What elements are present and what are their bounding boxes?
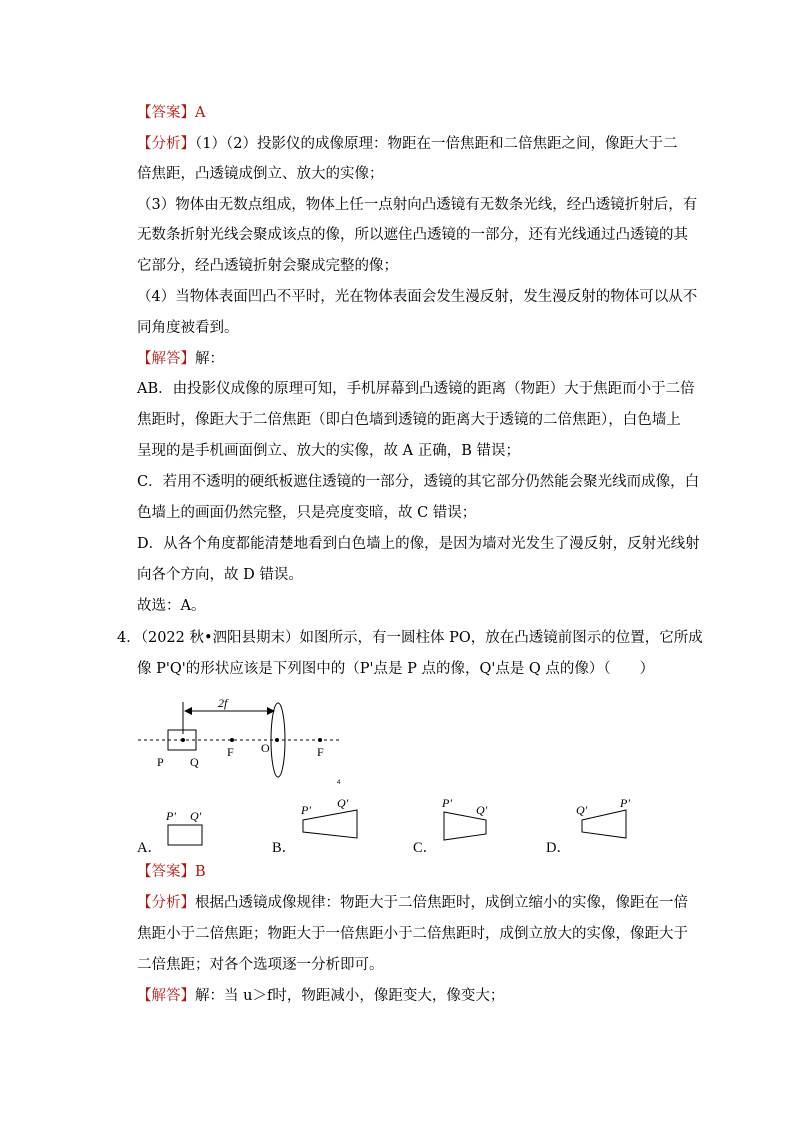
option-d-label: D．: [546, 840, 571, 856]
solution-line: 焦距时，像距大于二倍焦距（即白色墙到透镜的距离大于透镜的二倍焦距），白色墙上: [137, 412, 681, 428]
label-p: P: [157, 755, 164, 769]
option-d-right-label: P': [620, 796, 630, 810]
solution-line: 呈现的是手机画面倒立、放大的实像，故 A 正确，B 错误；: [137, 443, 520, 459]
solution-line: 向各个方向，故 D 错误。: [137, 567, 303, 583]
analysis-tag: 【分析】: [137, 136, 195, 152]
label-o: O: [261, 741, 270, 755]
answer-tag: 【答案】: [137, 864, 195, 880]
object-dot: [181, 738, 185, 742]
analysis-line: 【分析】根据凸透镜成像规律：物距大于二倍焦距时，成倒立缩小的实像，像距在一倍: [137, 895, 688, 911]
option-b-left-label: P': [301, 803, 311, 817]
option-a-figure: [160, 800, 220, 852]
solution-tag: 【解答】: [137, 351, 195, 367]
question-4-stem: 4．（2022 秋•泗阳县期末）如图所示，有一圆柱体 PO，放在凸透镜前图示的位置，它所成: [117, 630, 703, 646]
focal-point-right: [318, 738, 322, 742]
lens-diagram: [130, 690, 360, 790]
option-d-figure: [570, 792, 640, 852]
analysis-tag: 【分析】: [137, 895, 195, 911]
stray-mark: 4: [337, 780, 341, 786]
solution-tag: 【解答】: [137, 988, 195, 1004]
analysis-line: （3）物体由无数点组成，物体上任一点射向凸透镜有无数条光线，经凸透镜折射后，有: [137, 197, 698, 213]
option-a-right-label: Q': [190, 809, 202, 823]
analysis-line: 【分析】（1）（2）投影仪的成像原理：物距在一倍焦距和二倍焦距之间，像距大于二: [137, 136, 678, 152]
solution-line: D．从各个角度都能清楚地看到白色墙上的像，是因为墙对光发生了漫反射，反射光线射: [137, 536, 700, 552]
option-a-shape: [168, 825, 202, 845]
solution-line: 【解答】解：当 u＞f时，物距减小，像距变大，像变大；: [137, 988, 505, 1004]
option-a-label: A．: [137, 840, 162, 856]
option-b-figure: [295, 792, 375, 852]
solution-line: C．若用不透明的硬纸板遮住透镜的一部分，透镜的其它部分仍然能会聚光线而成像，白: [137, 474, 700, 490]
label-q: Q: [190, 755, 199, 769]
solution-line: 色墙上的画面仍然完整，只是亮度变暗，故 C 错误；: [137, 505, 477, 521]
solution-line: AB．由投影仪成像的原理可知，手机屏幕到凸透镜的距离（物距）大于焦距而小于二倍: [137, 381, 695, 397]
option-d-shape: [582, 810, 626, 838]
answer-value: A: [195, 105, 206, 121]
answer-line-1: [137, 103, 205, 123]
option-a-left-label: P': [166, 809, 176, 823]
optical-center: [275, 738, 279, 742]
analysis-line: 它部分，经凸透镜折射会聚成完整的像；: [137, 258, 398, 274]
analysis-line: 无数条折射光线会聚成该点的像，所以遮住凸透镜的一部分，还有光线通过凸透镜的其: [137, 227, 688, 243]
option-c-right-label: Q': [476, 803, 488, 817]
label-f-right: F: [317, 745, 324, 759]
answer-value: B: [195, 864, 206, 880]
option-d-left-label: Q': [576, 803, 588, 817]
analysis-line: 焦距小于二倍焦距；物距大于一倍焦距小于二倍焦距时，成倒立放大的实像，像距大于: [137, 926, 688, 942]
question-4-stem: 像 P'Q'的形状应该是下列图中的（P'点是 P 点的像，Q'点是 Q 点的像）（ ）: [137, 661, 655, 677]
option-c-label: C．: [413, 840, 438, 856]
answer-line-2: [137, 862, 206, 882]
solution-line: 故选：A。: [137, 598, 206, 614]
option-c-figure: [436, 792, 506, 852]
solution-line: 【解答】解：: [137, 351, 224, 367]
option-c-left-label: P': [442, 796, 452, 810]
analysis-line: （4）当物体表面凹凸不平时，光在物体表面会发生漫反射，发生漫反射的物体可以从不: [137, 289, 698, 305]
distance-label: 2f: [218, 696, 228, 710]
focal-point-left: [230, 738, 234, 742]
option-b-shape: [303, 810, 357, 838]
analysis-line: 倍焦距，凸透镜成倒立、放大的实像；: [137, 166, 384, 182]
analysis-line: 同角度被看到。: [137, 320, 239, 336]
answer-tag: 【答案】: [137, 105, 195, 121]
analysis-line: 二倍焦距；对各个选项逐一分析即可。: [137, 957, 384, 973]
option-b-right-label: Q': [337, 796, 349, 810]
label-f-left: F: [227, 745, 234, 759]
option-b-label: B．: [272, 840, 297, 856]
